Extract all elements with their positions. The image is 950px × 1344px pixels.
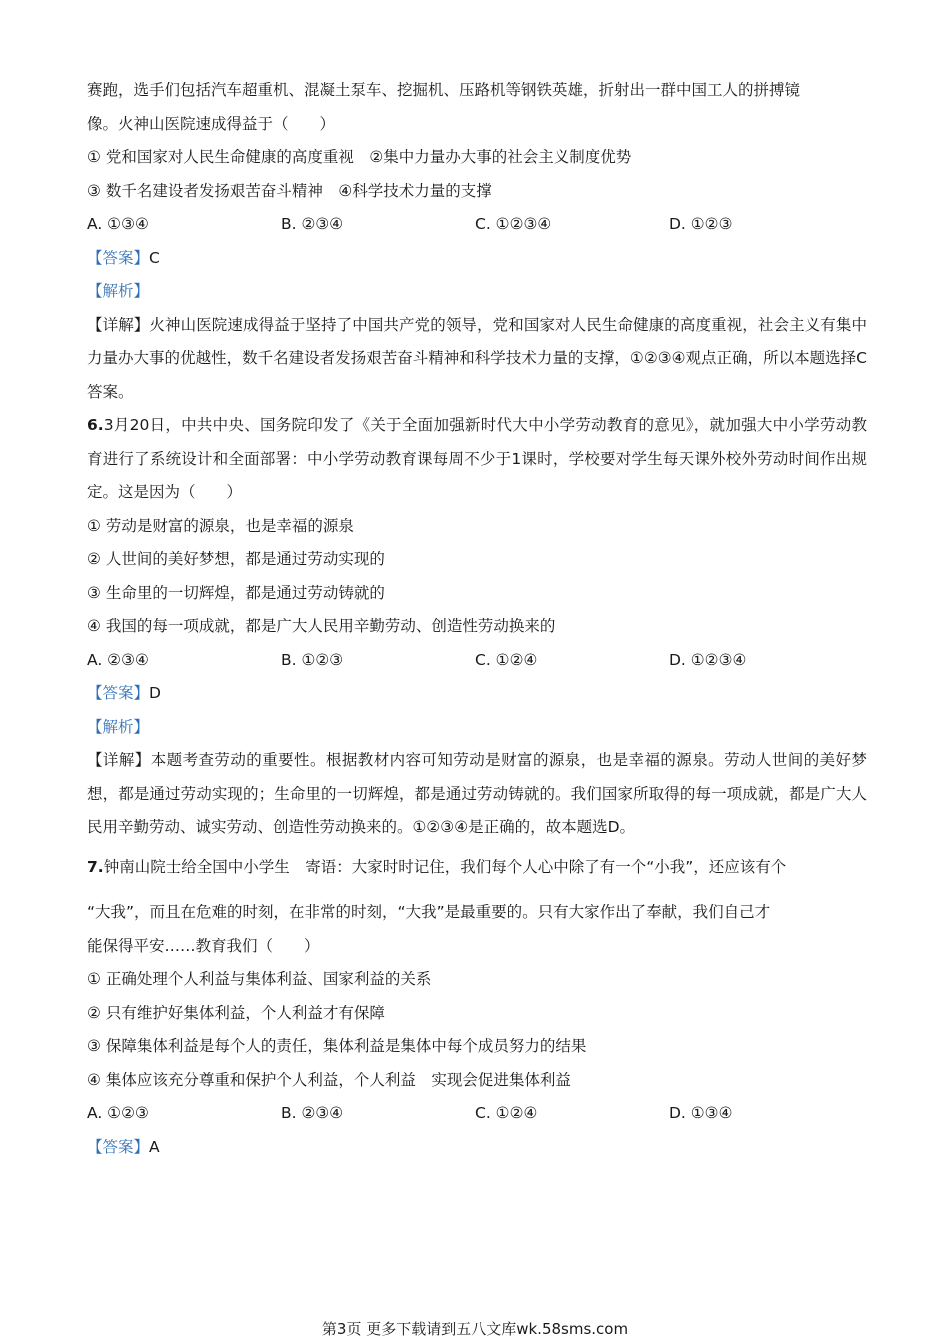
q6-statement-3: ③ 生命里的一切辉煌，都是通过劳动铸就的 <box>87 583 385 602</box>
q7-answer-tag: 【答案】 <box>87 1137 150 1156</box>
q7-option-c: C. ①②④ <box>475 1104 538 1122</box>
q5-detail <box>87 309 867 410</box>
q6-analysis <box>87 711 867 745</box>
q7-statement-4: ④ 集体应该充分尊重和保护个人利益，个人利益 实现会促进集体利益 <box>87 1070 571 1089</box>
document-page <box>87 74 867 1164</box>
page-footer: 第3页 更多下载请到五八文库wk.58sms.com <box>321 1320 629 1338</box>
q5-detail-text: 火神山医院速成得益于坚持了中国共产党的领导，党和国家对人民生命健康的高度重视，社会主义有集中力量办大事的优越性，数千名建设者发扬艰苦奋斗精神和科学技术力量的支撑，①②③④观点正确，所以本题选择C答案。 <box>87 315 867 401</box>
q6-detail-tag: 【详解】 <box>87 751 151 769</box>
q7-stem-line-3: 能保得平安……教育我们（ ） <box>87 936 320 955</box>
q5-statement-2: ③ 数千名建设者发扬艰苦奋斗精神 ④科学技术力量的支撑 <box>87 181 492 200</box>
q6-statement-2: ② 人世间的美好梦想，都是通过劳动实现的 <box>87 550 385 568</box>
q6-options <box>87 644 867 678</box>
q7-answer <box>87 1131 867 1165</box>
q5-option-d: D. ①②③ <box>669 215 733 233</box>
q5-analysis-tag: 【解析】 <box>87 282 150 300</box>
q6-option-d: D. ①②③④ <box>669 650 747 669</box>
q6-option-b: B. ①②③ <box>281 650 344 669</box>
q6-stem <box>87 409 867 510</box>
q5-option-b: B. ②③④ <box>281 215 344 233</box>
q7-statement-1: ① 正确处理个人利益与集体利益、国家利益的关系 <box>87 970 432 988</box>
q7-stem-line-2: “大我”，而且在危难的时刻，在非常的时刻，“大我”是最重要的。只有大家作出了奉献，我们自己才 <box>87 903 771 921</box>
q7-statement-2: ② 只有维护好集体利益，个人利益才有保障 <box>87 1003 385 1022</box>
q6-statement-1: ① 劳动是财富的源泉，也是幸福的源泉 <box>87 516 354 535</box>
q5-stem-line-1: 赛跑，选手们包括汽车超重机、混凝土泵车、挖掘机、压路机等钢铁英雄，折射出一群中国工人的拼搏镜 <box>87 81 801 99</box>
q5-answer <box>87 242 867 276</box>
q6-number: 6. <box>87 416 104 434</box>
q6-detail <box>87 744 867 845</box>
q7-options <box>87 1097 867 1131</box>
q5-answer-tag: 【答案】 <box>87 248 150 267</box>
q7-number: 7. <box>87 857 104 876</box>
q6-stem-text: 3月20日，中共中央、国务院印发了《关于全面加强新时代大中小学劳动教育的意见》，就加强大中小学劳动教育进行了系统设计和全面部署：中小学劳动教育课每周不少于1课时，学校要对学生每天课外校外劳动时间作出规定。这是因为（ ） <box>87 416 867 501</box>
q5-options <box>87 208 867 242</box>
q5-detail-tag: 【详解】 <box>87 315 150 334</box>
q7-option-b: B. ②③④ <box>281 1104 344 1122</box>
q6-option-c: C. ①②④ <box>475 650 538 669</box>
q5-statement-1: ① 党和国家对人民生命健康的高度重视 ②集中力量办大事的社会主义制度优势 <box>87 148 632 166</box>
q6-detail-text: 本题考查劳动的重要性。根据教材内容可知劳动是财富的源泉，也是幸福的源泉。劳动人世间的美好梦想，都是通过劳动实现的；生命里的一切辉煌，都是通过劳动铸就的。我们国家所取得的每一项成就，都是广大人民用辛勤劳动、诚实劳动、创造性劳动换来的。①②③④是正确的，故本题选D。 <box>87 751 867 836</box>
q5-stem-line-2: 像。火神山医院速成得益于（ ） <box>87 114 336 133</box>
q6-analysis-tag: 【解析】 <box>87 717 150 736</box>
q5-answer-value: C <box>149 248 160 267</box>
q7-stem-line-1 <box>87 851 867 885</box>
q7-stem-line-1-text: 钟南山院士给全国中小学生 寄语：大家时时记住，我们每个人心中除了有一个“小我”，还应该有个 <box>103 857 787 876</box>
q6-answer-value: D <box>149 684 161 702</box>
q6-answer <box>87 677 867 711</box>
q5-analysis <box>87 275 867 309</box>
q6-statement-4: ④ 我国的每一项成就，都是广大人民用辛勤劳动、创造性劳动换来的 <box>87 617 556 635</box>
q6-answer-tag: 【答案】 <box>87 684 150 702</box>
q5-option-c: C. ①②③④ <box>475 215 552 233</box>
q7-option-a: A. ①②③ <box>87 1104 149 1122</box>
q7-answer-value: A <box>149 1137 160 1156</box>
q5-option-a: A. ①③④ <box>87 215 149 233</box>
q7-statement-3: ③ 保障集体利益是每个人的责任，集体利益是集体中每个成员努力的结果 <box>87 1037 587 1055</box>
q6-option-a: A. ②③④ <box>87 650 149 669</box>
q7-option-d: D. ①③④ <box>669 1104 733 1122</box>
